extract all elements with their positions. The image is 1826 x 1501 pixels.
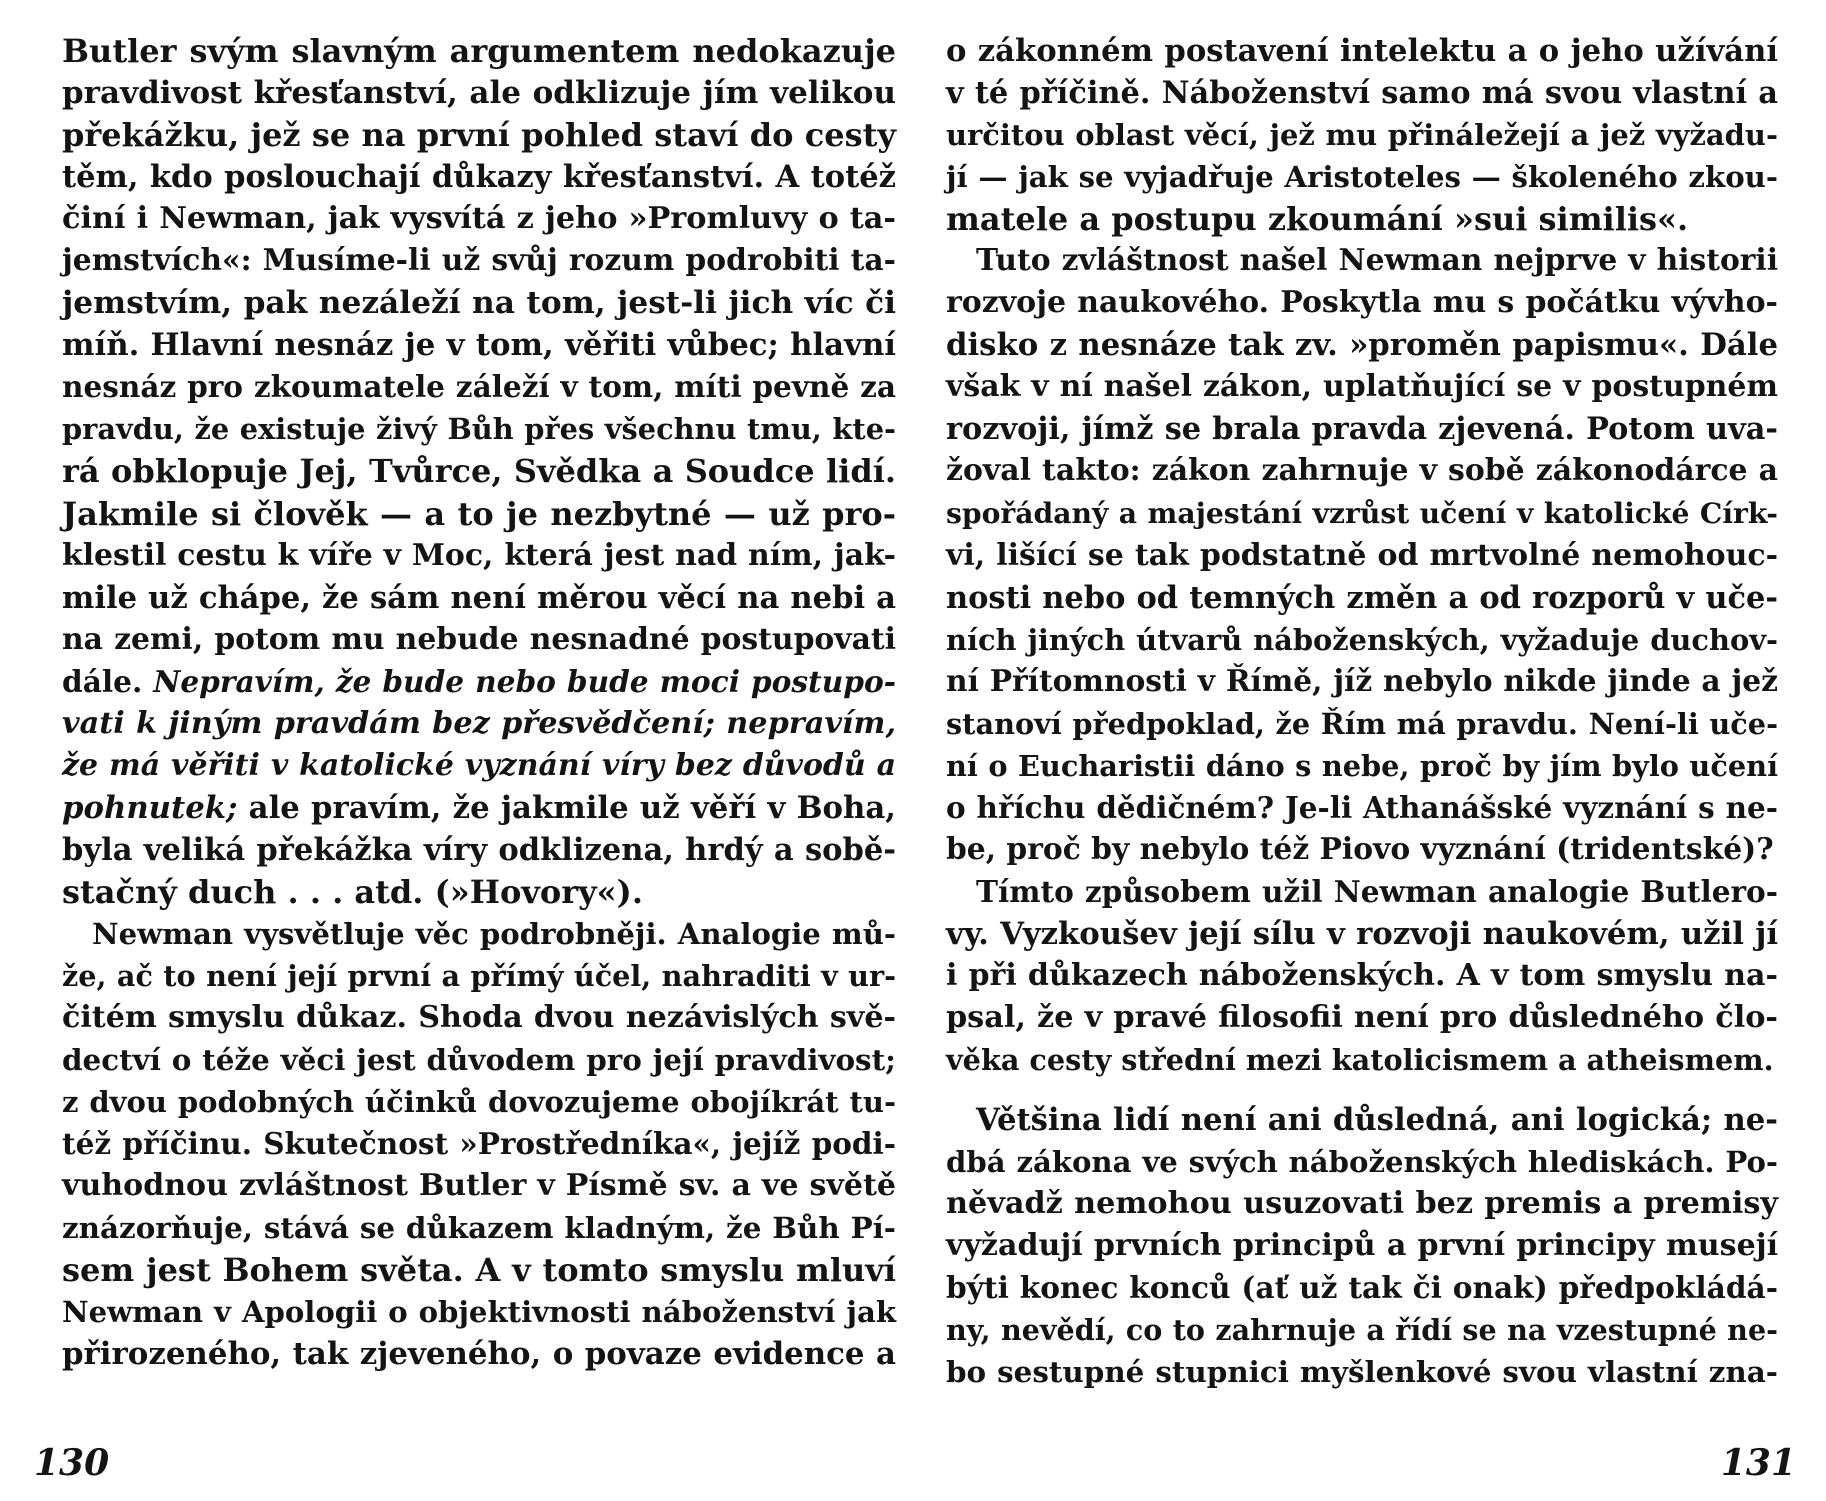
text-line: be, proč by nebylo též Piovo vyznání (tridentské)?: [946, 831, 1774, 867]
right-page: [913, 0, 1826, 1501]
left-text-column: [62, 30, 896, 1376]
text-line: Butler svým slavným argumentem nedokazuje: [62, 32, 896, 70]
text-line: míň. Hlavní nesnáz je v tom, věřiti vůbec; hlavní: [62, 327, 896, 364]
text-line: rozvoji, jímž se brala pravda zjevená. Potom uva-: [946, 411, 1778, 448]
page-number: 131: [1720, 1442, 1796, 1484]
text-line: jemstvích«: Musíme-li už svůj rozum podrobiti ta-: [62, 243, 896, 279]
text-line: Newman vysvětluje věc podrobněji. Analogie mů-: [92, 916, 896, 951]
text-line: žoval takto: zákon zahrnuje v sobě zákonodárce a: [946, 453, 1778, 489]
text-line: byla veliká překážka víry odklizena, hrdý a sobě-: [62, 831, 896, 868]
text-line: Tímto způsobem užil Newman analogie Butlero-: [976, 873, 1778, 909]
text-line: Jakmile si člověk — a to je nezbytné — už pro-: [62, 494, 896, 533]
text-line: Většina lidí není ani důsledná, ani logická; ne-: [976, 1102, 1778, 1139]
text-line: však v ní našel zákon, uplatňující se v postupném: [946, 369, 1778, 405]
text-line: jemstvím, pak nezáleží na tom, jest-li jich víc či: [62, 285, 896, 322]
text-line: pravdivost křesťanství, ale odklizuje jím velikou: [62, 75, 896, 112]
text-line: pravdu, že existuje živý Bůh přes všechnu tmu, kte-: [62, 412, 896, 447]
text-line-mixed: [62, 787, 896, 829]
text-line: stačný duch . . . atd. (»Hovory«).: [62, 872, 643, 911]
text-line: ních jiných útvarů náboženských, vyžaduje duchov-: [946, 622, 1778, 657]
right-text-column: [946, 30, 1778, 1394]
page-number: 130: [34, 1442, 110, 1484]
text-line: v té příčině. Náboženství samo má svou vlastní a: [946, 75, 1778, 112]
text-line: čitém smyslu důkaz. Shoda dvou nezávislých svě-: [62, 1000, 896, 1036]
text-line: matele a postupu zkoumání »sui similis«.: [946, 200, 1689, 239]
text-line: vuhodnou zvláštnost Butler v Písmě sv. a ve světě: [62, 1168, 896, 1204]
text-line: o zákonném postavení intelektu a o jeho užívání: [946, 33, 1778, 69]
text-line: spořádaný a majestání vzrůst učení v katolické Círk-: [946, 496, 1778, 530]
text-line: přirozeného, tak zjeveného, o povaze evidence a: [62, 1336, 896, 1373]
text-line: rozvoje naukového. Poskytla mu s počátku vývho-: [946, 285, 1778, 321]
text-line: o hříchu dědičném? Je-li Athanášské vyznání s ne-: [946, 789, 1778, 825]
text-line: Newman v Apologii o objektivnosti náboženství jak: [62, 1295, 896, 1330]
text-line: vi, lišící se tak podstatně od mrtvolné nemohouc-: [946, 537, 1778, 573]
italic-text-line: že má věřiti v katolické vyznání víry bez důvodů a: [62, 747, 896, 783]
text-line: z dvou podobných účinků dovozujeme obojíkrát tu-: [62, 1085, 896, 1120]
text-line: klestil cestu k víře v Moc, která jest nad ním, jak-: [62, 537, 896, 573]
text-line: i při důkazech náboženských. A v tom smyslu na-: [946, 958, 1778, 994]
text-line: bo sestupné stupnici myšlenkové svou vlastní zna-: [946, 1354, 1778, 1390]
text-line: na zemi, potom mu nebude nesnadné postupovati: [62, 621, 896, 657]
text-line: věka cesty střední mezi katolicismem a atheismem.: [946, 1043, 1774, 1078]
text-line: býti konec konců (ať už tak či onak) předpokládá-: [946, 1270, 1778, 1306]
text-line: též příčinu. Skutečnost »Prostředníka«, jejíž podi-: [62, 1126, 896, 1162]
text-line: stanoví předpoklad, že Řím má pravdu. Není-li uče-: [946, 706, 1778, 741]
text-line: že, ač to není její první a přímý účel, nahraditi v ur-: [62, 959, 896, 994]
text-line: překážku, jež se na první pohled staví do cesty: [62, 116, 896, 155]
text-line: činí i Newman, jak vysvítá z jeho »Promluvy o ta-: [62, 201, 896, 237]
text-line-mixed: [62, 661, 896, 703]
italic-text-run: pohnutek;: [62, 789, 238, 826]
text-line: znázorňuje, stává se důkazem kladným, že Bůh Pí-: [62, 1210, 896, 1246]
text-line: dbá zákona ve svých náboženských hlediskách. Po-: [946, 1145, 1778, 1180]
text-line: jí — jak se vyjadřuje Aristoteles — školeného zkou-: [946, 160, 1778, 195]
text-line: ny, nevědí, co to zahrnuje a řídí se na vzestupné ne-: [946, 1313, 1778, 1348]
text-run: ale pravím, že jakmile už věří v Boha,: [248, 789, 897, 826]
text-line: těm, kdo poslouchají důkazy křesťanství. A totéž: [62, 159, 896, 196]
text-line: vyžadují prvních principů a první principy musejí: [946, 1228, 1778, 1264]
italic-text-run: Nepravím, že bude nebo bude moci postupo-: [153, 663, 896, 699]
text-run: dále.: [62, 663, 143, 699]
text-line: nosti nebo od temných změn a od rozporů v uče-: [946, 579, 1778, 616]
text-line: ní o Eucharistii dáno s nebe, proč by jím bylo učení: [946, 748, 1778, 783]
text-line: sem jest Bohem světa. A v tomto smyslu mluví: [62, 1251, 896, 1290]
text-line: disko z nesnáze tak zv. »proměn papismu«. Dále: [946, 327, 1778, 364]
text-line: nesnáz pro zkoumatele záleží v tom, míti pevně za: [62, 369, 896, 405]
text-line: mile už chápe, že sám není měrou věcí na nebi a: [62, 579, 896, 616]
text-line: vy. Vyzkoušev její sílu v rozvoji naukovém, užil jí: [946, 915, 1778, 952]
text-line: psal, že v pravé filosofii není pro důsledného člo-: [946, 1000, 1778, 1036]
text-line: dectví o téže věci jest důvodem pro její pravdivost;: [62, 1042, 896, 1078]
text-line: určitou oblast věcí, jež mu přináležejí a jež vyžadu-: [946, 118, 1778, 153]
text-line: rá obklopuje Jej, Tvůrce, Svědka a Soudce lidí.: [62, 452, 896, 491]
text-line: ní Přítomnosti v Římě, jíž nebylo nikde jinde a jež: [946, 663, 1778, 699]
text-line: Tuto zvláštnost našel Newman nejprve v historii: [976, 243, 1778, 279]
text-line: něvadž nemohou usuzovati bez premis a premisy: [946, 1186, 1778, 1222]
italic-text-line: vati k jiným pravdám bez přesvědčení; nepravím,: [62, 705, 896, 741]
